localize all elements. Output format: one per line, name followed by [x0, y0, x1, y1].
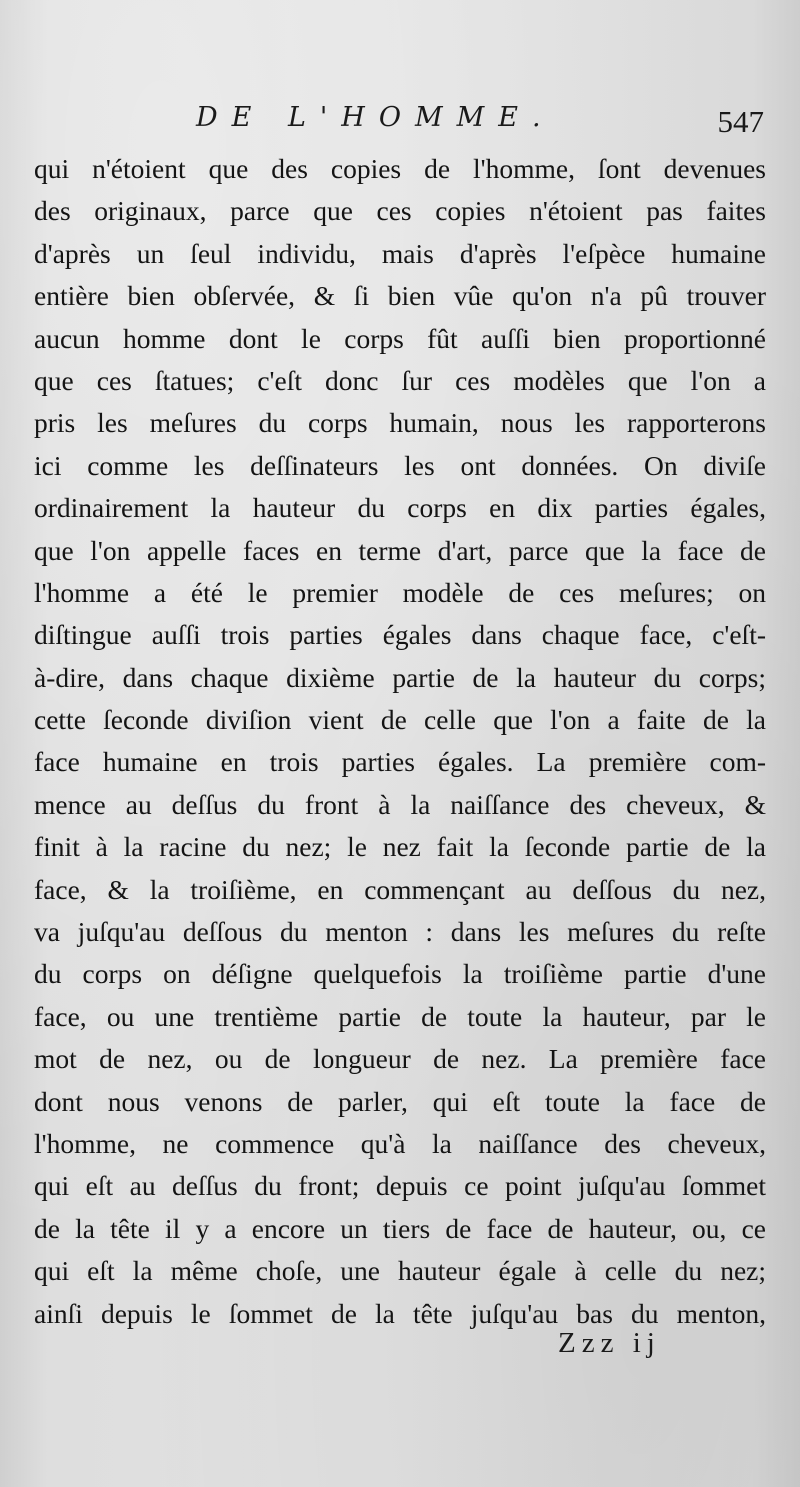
text-line: cette ſeconde diviſion vient de celle que l'on a faite de la	[34, 704, 766, 736]
text-line: mot de nez, ou de longueur de nez. La première face	[34, 1043, 766, 1075]
text-line: de la tête il y a encore un tiers de face de hauteur, ou, ce	[34, 1212, 766, 1244]
text-line: qui n'étoient que des copies de l'homme, ſont devenues	[34, 153, 766, 184]
text-line: qui eſt la même choſe, une hauteur égale à celle du nez;	[34, 1255, 766, 1287]
text-line: face, ou une trentième partie de toute la hauteur, par le	[34, 1000, 766, 1032]
page-number: 547	[717, 104, 764, 139]
running-head: DE L'HOMME.	[196, 102, 555, 133]
text-line: que ces ſtatues; c'eſt donc ſur ces modèles que l'on a	[34, 364, 766, 396]
text-line: du corps on déſigne quelquefois la troiſième partie d'une	[34, 958, 766, 990]
text-line: ainſi depuis le ſommet de la tête juſqu'au bas du menton,	[34, 1297, 766, 1329]
text-line: l'homme a été le premier modèle de ces meſures; on	[34, 576, 766, 608]
body-text	[34, 148, 766, 1335]
signature-mark: Zzz ij	[558, 1327, 661, 1359]
text-line: face humaine en trois parties égales. La première com-	[34, 746, 766, 778]
text-line: face, & la troiſième, en commençant au deſſous du nez,	[34, 873, 766, 905]
text-line: va juſqu'au deſſous du menton : dans les meſures du reſte	[34, 916, 766, 948]
text-line: aucun homme dont le corps fût auſſi bien proportionné	[34, 322, 766, 354]
text-line: finit à la racine du nez; le nez fait la ſeconde partie de la	[34, 831, 766, 863]
text-line: pris les meſures du corps humain, nous les rapporterons	[34, 407, 766, 439]
text-line: des originaux, parce que ces copies n'étoient pas faites	[34, 195, 766, 227]
text-line: ici comme les deſſinateurs les ont données. On diviſe	[34, 449, 766, 481]
text-line: l'homme, ne commence qu'à la naiſſance des cheveux,	[34, 1127, 766, 1159]
text-line: dont nous venons de parler, qui eſt toute la face de	[34, 1085, 766, 1117]
text-line: ordinairement la hauteur du corps en dix parties égales,	[34, 492, 766, 524]
text-line: qui eſt au deſſus du front; depuis ce point juſqu'au ſommet	[34, 1170, 766, 1202]
text-line: diſtingue auſſi trois parties égales dans chaque face, c'eſt-	[34, 619, 766, 651]
text-line: d'après un ſeul individu, mais d'après l'eſpèce humaine	[34, 237, 766, 269]
text-line: que l'on appelle faces en terme d'art, parce que la face de	[34, 534, 766, 566]
text-line: à-dire, dans chaque dixième partie de la hauteur du corps;	[34, 661, 766, 693]
text-line: entière bien obſervée, & ſi bien vûe qu'on n'a pû trouver	[34, 280, 766, 312]
text-line: mence au deſſus du front à la naiſſance des cheveux, &	[34, 788, 766, 820]
